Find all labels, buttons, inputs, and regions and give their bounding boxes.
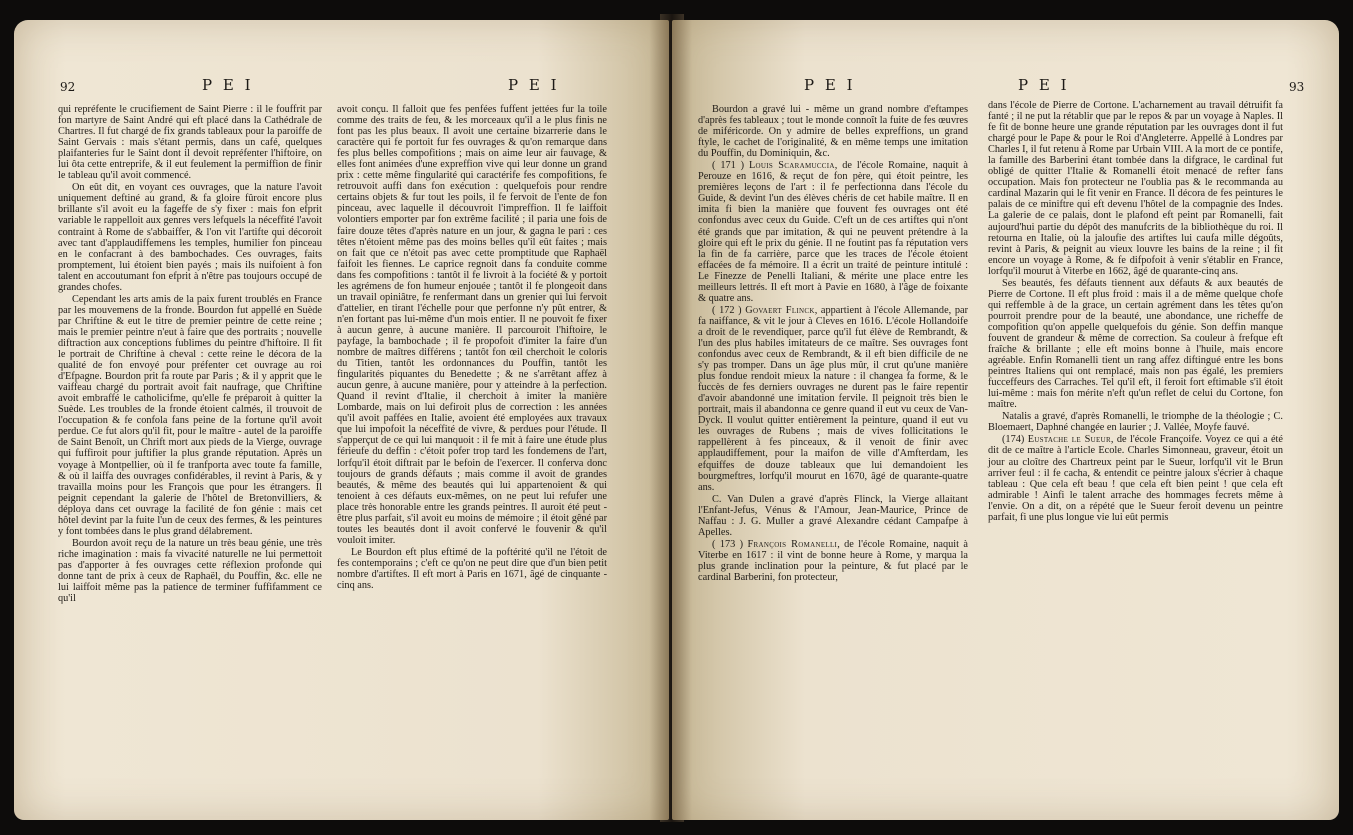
left-page bbox=[14, 20, 669, 820]
entry-173 bbox=[698, 539, 968, 583]
left-page-column-1 bbox=[58, 104, 322, 604]
paragraph-text: Natalis a gravé, d'après Romanelli, le triomphe de la théologie ; C. Bloemaert, Daphné changée en laurier ; J. Vallée, Moyfe fauvé. bbox=[988, 411, 1283, 434]
entry-text: , appartient à l'école Allemande, par fa naiffance, & vit le jour à Cleves en 1616. L'école Hollandoife a droit de le revendiquer, parce qu'il fut élève de Rembrandt, & l'un des plus habiles imitateurs de ce maître. Ses ouvrages font confondus avec ceux de Rembrandt, & il eft bien difficile de ne s'y pas tromper. Dans un âge plus mûr, il crut qu'une manière plus fondue rendoit mieux la nature : il changea fa forme, & le fuccès de fes derniers ouvrages ne durent pas le faire repentir d'avoir abandonné une imitation fervile. Il peignoit très bien le portrait, mais il abandonna ce genre quand il eut vu ceux de Van-Dyck. Il voulut quitter entièrement la peinture, quand il eut vu les ouvrages de Rubens ; mais de vives follicitations le rappellèrent à fes pinceaux, & il venoit de finir avec applaudiffement, pour la maifon de ville d'Amfterdam, les efquiffes de douze tableaux que lui demandoient les bourgmeftres, lorfqu'il mourut en 1670, âgé de quarante-quatre ans. bbox=[698, 304, 969, 493]
entry-number: ( 173 ) bbox=[712, 538, 744, 550]
paragraph bbox=[698, 104, 968, 159]
entry-172 bbox=[698, 305, 968, 493]
entry-number: (174) bbox=[1002, 434, 1025, 446]
page-number-left: 92 bbox=[60, 80, 76, 94]
entry-number: ( 171 ) bbox=[712, 160, 745, 172]
book-spread bbox=[8, 4, 1345, 830]
running-head-left-1: P E I bbox=[202, 76, 254, 94]
entry-text: , de l'école Romaine, naquit à Perouze en 1616, & reçut de fon père, qui étoit peintre, les premières leçons de l'art : il fe perfectionna dans l'école du Guide, & devint l'un des élèves chéris de cet habile maître. Il en imita fi bien la manière que fouvent fes ouvrages ont été confondus avec ceux du Guide. C'eft un de ces artiftes qui n'ont été grands que par imitation, & qui ne peuvent prétendre à la gloire qui eft le prix du génie. Il ne foutint pas fa réputation vers la fin de fa carrière, parce que les traces de l'école étoient effacées de fa mémoire. Il a écrit un traité de peinture intitulé : Le Finezze de Penelli Italiani, & mérite une place entre les meilleurs lettrés. Il eft mort à Pavie en 1680, à l'âge de foixante & quatre ans. bbox=[698, 160, 968, 304]
paragraph bbox=[988, 411, 1283, 433]
paragraph-text: Ses beautés, fes défauts tiennent aux défauts & aux beautés de Pierre de Cortone. Il eft plus froid : mais il a de même quelque chofe qui reffemble à de la grace, un certain agrément dans les têtes qu'on pourroit prendre pour de la beauté, une abondance, une richeffe de compofition qu'on appelle quelquefois du génie. Son deffin manque fouvent de grandeur & même de correction. Sa couleur à frefque eft fraîche & brillante ; elle eft moins bonne à l'huile, mais encore agréable. Enfin Romanelli tient un rang affez diftingué entre les bons peintres Italiens qui ont remplacé, mais non pas égalé, les premiers fucceffeurs des Carraches. Tel qu'il eft, il feroit fort eftimable s'il étoit lui-même : mais fon mérite n'eft qu'un reflet de celui du Cortone, fon maître. bbox=[988, 277, 1283, 411]
page-number-right: 93 bbox=[1289, 80, 1305, 94]
running-head-right-2: P E I bbox=[1018, 76, 1070, 94]
right-page-column-2 bbox=[988, 100, 1283, 523]
running-head-right-1: P E I bbox=[804, 76, 856, 94]
paragraph-text: Bourdon a gravé lui - même un grand nombre d'eftampes d'après fes tableaux ; tout le monde connoît la fuite de fes œuvres de miféricorde. On y admire de belles expreffions, un grand ftyle, le cachet de l'originalité, & en même temps une imitation du Pouffin, du Dominiquin, &c. bbox=[698, 104, 968, 160]
paragraph: On eût dit, en voyant ces ouvrages, que la nature l'avoit uniquement deftiné au grand, & fa gloire fûroit encore plus brillante s'il avoit eu la fageffe de s'y fixer : mais fon efprit variable le rappelloit aux genres vers lefquels la néceffité l'avoit contraint à Rome de s'abbaiffer, & l'on vit l'artifte qui décoroit avec tant d'applaudiffemens les temples, humilier fon pinceau en le confacrant à des bambochades. Ces ouvrages, faits promptement, lui étoient bien payés ; mais ils nuifoient à fon talent en accoutumant fon efprit à n'être pas toujours occupé de grandes chofes. bbox=[58, 182, 322, 293]
entry-174 bbox=[988, 434, 1283, 522]
entry-text: , de l'école Françoife. Voyez ce qui a été dit de ce maître à l'article Ecole. Charles Simonneau, graveur, étoit un jour au cloître des Chartreux peint par le Sueur, lorfqu'il vit le Brun arriver feul : il fe cacha, & entendit ce peintre jaloux s'écrier à chaque tableau : Que cela eft beau ! que cela eft bien peint ! que cela eft admirable ! Ainfi le talent arrache des hommages fecrets même à l'envie. On a dit, on a répété que le Sueur feroit devenu un peintre parfait, fi une plus longue vie lui eût permis bbox=[988, 434, 1283, 523]
paragraph: Le Bourdon eft plus eftimé de la poftérité qu'il ne l'étoit de fes contemporains ; c'eft ce qu'on ne peut dire que d'un bien petit nombre d'artiftes. Il eft mort à Paris en 1671, âgé de cinquante - cinq ans. bbox=[337, 546, 607, 592]
paragraph: Cependant les arts amis de la paix furent troublés en France par les mouvemens de la fronde. Bourdon fut appellé en Suède par Chriftine & eut le titre de premier peintre de cette reine ; mais le premier peintre n'eut à faire que des portraits ; nouvelle diftraction aux conceptions fublimes du peintre d'hiftoire. Il fit le portrait de Chriftine à cheval : cette reine le décora de la qualité de fon envoyé pour préfenter cet ouvrage au roi d'Efpagne. Bourdon prit fa route par Paris ; & il y apprit que le vaiffeau chargé du portrait avoit fait naufrage, que Chriftine avoit embraffé le catholicifme, qu'elle fe préparoit à quitter la Suède. Les troubles de la fronde étoient calmés, il trouvoit de l'occupation & fe confola fans peine de la fortune qu'il avoit perdue. Ce fut alors qu'il fit, pour le maître - autel de la paroiffe de Saint Benoît, un Chrift mort aux pieds de la Vierge, ouvrage qui fuffiroit pour juftifier la plus grande réputation. Après un voyage à Montpellier, où il fe tranfporta avec toute fa famille, & où il laiffa des ouvrages confidérables, il revint à Paris, & y travailla moins pour les François que pour les étrangers. Il peignit cependant la galerie de l'hôtel de Bretonvilliers, & déploya dans cet ouvrage la facilité de fon génie : mais cet hôtel devint par la fuite l'un de ceux des fermes, & les peintures y font tombées dans le plus grand délabrement. bbox=[58, 293, 322, 537]
paragraph: qui repréfente le crucifiement de Saint Pierre : il le fouffrit par fon martyre de Saint André qui eft placé dans la Cathédrale de Chartres. Il fut chargé de fix grands tableaux pour la paroiffe de Saint Gervais : mais s'étant permis, dans un café, quelques plaifanteries fur le Saint dont il devoit repréfenter l'hiftoire, on lui ôta cette entreprife, & il eut feulement la permiffion de finir le tableau qu'il avoit commencé. bbox=[58, 104, 322, 182]
paragraph-text: dans l'école de Pierre de Cortone. L'acharnement au travail détruifit fa fanté ; il ne put la rétablir que par le repos & par un voyage à Naples. Il fe fit de bonne heure une grande réputation par les ouvrages dont il fut chargé pour le Pape & pour le Roi d'Angleterre. Appellé à Londres par Charles I, il fut retenu à Rome par Urbain VIII. A la mort de ce pontife, la famille des Barberini étant tombée dans la difgrace, le cardinal fut obligé de quitter l'Italie & Romanelli étoit menacé de refter fans occupation. Mais fon protecteur ne l'oublia pas & le recommanda au cardinal Mazarin qui le fit venir en France. Il décora de fes peintures le palais de ce miniftre qui eft devenu l'hôtel de la compagnie des Indes. La galerie de ce palais, dont le plafond eft peint par Romanelli, fait aujourd'hui partie du dépôt des manufcrits de la bibliothèque du roi. Il retourna en Italie, où la jaloufie des artiftes lui caufa mille dégoûts, revint à Paris, & peignit au vieux louvre les bains de la reine ; il fit encore un voyage à Rome, & fe difpofoit à venir s'établir en France, lorfqu'il mourut à Viterbe en 1662, âgé de quarante-cinq ans. bbox=[988, 100, 1283, 277]
paragraph: Bourdon avoit reçu de la nature un très beau génie, une très riche imagination : mais fa vivacité naturelle ne lui permettoit pas d'apporter à fes ouvrages cette réflexion profonde qui donne tant de prix à ceux de Raphaël, du Pouffin, &c. elle ne lui laiffoit même pas la patience de terminer fuffifamment ce qu'il bbox=[58, 537, 322, 605]
entry-head: Eustache le Sueur bbox=[1027, 434, 1111, 446]
right-page-column-1 bbox=[698, 104, 968, 583]
entry-head: François Romanelli bbox=[747, 538, 838, 550]
paragraph: avoit conçu. Il falloit que fes penfées fuffent jettées fur la toile comme des traits de feu, & les morceaux qu'il a le plus finis ne font pas les plus beaux. Il avoit une certaine bizarrerie dans le caractère qui fe portoit fur fes ouvrages & qu'on remarque dans fes plus belles compofitions ; mais on aime leur air fauvage, & elles font animées d'une expreffion vive qui leur donne un grand prix : cette même fingularité qui caractérife fes compofitions, fe retrouvoit auffi dans fon exécution : quelquefois pour rendre certains objets & fur tout les poils, il fe fervoit de l'ente de fon pinceau, avec laquelle il découvroit l'impreffion. Il fe laiffoit volontiers emporter par fon extrême facilité ; il paria une fois de faire douze têtes d'après nature en un jour, & gagna le pari : ces têtes n'étoient même pas des moins belles qu'il eût faites ; mais on fait que ce n'étoit pas avec cette promptitude que Raphaël faifoit les fiennes. Le caprice regnoit dans fa conduite comme dans fes compofitions : tantôt il fe livroit à la fociété & y portoit les agrémens de fon humeur enjouée ; tantôt il fe plongeoit dans un travail opiniâtre, fe renfermant dans un grenier qui lui fervoit d'attelier, en tirant l'échelle pour que perfonne n'y pût entrer, & n'en fortant pas lui-même d'un mois entier. Il ne pouvoit fe fixer à aucun genre, à aucune manière. Il parcouroit l'hiftoire, le payfage, la bambochade ; il fe propofoit d'imiter la faire d'un nombre de maîtres différens ; tantôt fon œil cherchoit le coloris du Titien, tantôt les ordonnances du Pouffin, tantôt les fingularités piquantes du Benedette ; & ne s'arrêtant affez à aucun genre, à aucune manière, pour y atteindre à la perfection. Quand il revint d'Italie, il cherchoit à imiter la manière Lombarde, mais on lui defiroit plus de correction : les années qu'il avoit paffées en Italie, avoient été employées aux travaux que lui impofoit la néceffité de vivre, & perdues pour l'étude. Il s'apperçut de ce qui lui manquoit : il fe mit à faire une étude plus férieufe du deffin : c'étoit pofer trop tard les fondemens de l'art, lorfqu'il étoit diftrait par le befoin de l'exercer. Il conferva donc toujours de grands défauts ; mais comme il avoit de grandes beautés, & même des beautés qui lui appartenoient & qui tenoient à ces défauts eux-mêmes, on ne peut lui refufer une place très honorable entre les grands peintres. Il auroit été peut - être plus parfait, s'il avoit eu moins de mémoire ; il étoit gêné par toutes les beautés dont il avoit confervé le fouvenir & qu'il vouloit imiter. bbox=[337, 104, 607, 546]
entry-text: , de l'école Romaine, naquit à Viterbe en 1617 : il vint de bonne heure à Rome, y marqua la plus grande inclination pour la peinture, & fut placé par le cardinal Barberini, fon protecteur, bbox=[698, 538, 968, 583]
entry-number: ( 172 ) bbox=[712, 304, 742, 316]
entry-head: Govaert Flinck bbox=[745, 304, 815, 316]
running-head-left-2: P E I bbox=[508, 76, 560, 94]
right-page bbox=[672, 20, 1339, 820]
entry-171 bbox=[698, 160, 968, 304]
paragraph-text: C. Van Dulen a gravé d'après Flinck, la Vierge allaitant l'Enfant-Jefus, Vénus & l'Amour, Jean-Maurice, Prince de Naffau : J. G. Muller a gravé Alexandre cédant Campafpe à Apelles. bbox=[698, 493, 968, 538]
entry-head: Louis Scaramuccia bbox=[748, 160, 835, 172]
left-page-column-2 bbox=[337, 104, 607, 591]
paragraph bbox=[988, 100, 1283, 277]
paragraph bbox=[988, 278, 1283, 411]
paragraph bbox=[698, 494, 968, 538]
